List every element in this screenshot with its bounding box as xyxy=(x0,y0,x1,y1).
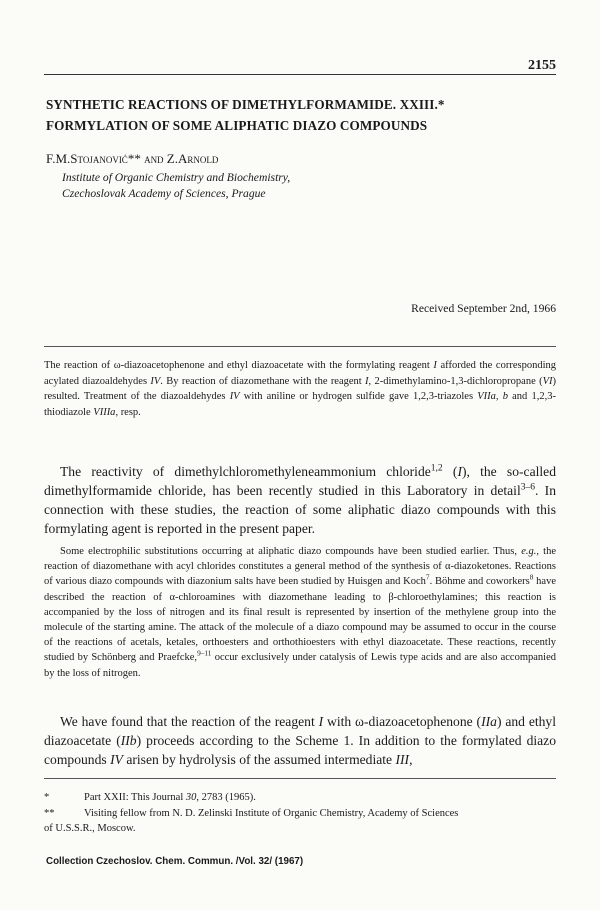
received-date: Received September 2nd, 1966 xyxy=(411,302,556,315)
abstract: The reaction of ω-diazoacetophenone and ethyl diazoacetate with the formylating reagent I afforded the corresponding acylated diazoaldehydes IV. By reaction of diazomethane with the reagent I, 2-dimethylamino-1,3-dichloropropane (VI) resulted. Treatment of the diazoaldehydes IV with aniline or hydrogen sulfide gave 1,2,3-triazoles VIIa, b and 1,2,3-thiodiazole VIIIa, resp. xyxy=(44,360,556,418)
footnote-2: ** Visiting fellow from N. D. Zelinski Institute of Organic Chemistry, Academy of Sciences of U.S.S.R., Moscow. xyxy=(44,808,459,834)
affiliation xyxy=(62,170,462,202)
header-rule xyxy=(44,74,556,75)
background-paragraph: Some electrophilic substitutions occurring at aliphatic diazo compounds have been studied earlier. Thus, e.g., the reaction of diazomethane with acyl chlorides constitutes a general method of the synthesis of α-diazoketones. Reactions of various diazo compounds with diazonium salts have been studied by Huisgen and Koch$^7$. Böhme and coworkers$^8$ have described the reaction of α-chloroamines with diazomethane leading to β-chloroethylamines; this reaction is accompanied by the loss of nitrogen and its final result is represented by insertion of the methylene group into the molecule of the starting amine. The attack of the molecule of a diazo compound may be assumed to occur in the course of the reactions of acetals, ketales, orthoesters and orthothioesters with ethyl diazoacetate. These reactions, recently studied by Schönberg and Praefcke,$^{9-11}$ occur exclusively under catalysis of Lewis type acids and are also accompanied by the loss of nitrogen. xyxy=(44,546,556,679)
title-line-2: FORMYLATION OF SOME ALIPHATIC DIAZO COMPOUNDS xyxy=(46,118,428,133)
results-paragraph: We have found that the reaction of the reagent I with ω-diazoacetophenone (IIa) and ethyl diazoacetate (IIb) proceeds according to the Scheme 1. In addition to the formylated diazo compounds IV arisen by hydrolysis of the assumed intermediate III, xyxy=(44,714,557,767)
journal-citation: Collection Czechoslov. Chem. Commun. /Vol. 32/ (1967) xyxy=(46,856,304,867)
title-line-1: SYNTHETIC REACTIONS OF DIMETHYLFORMAMIDE. XXIII.* xyxy=(46,97,445,112)
affiliation-line-1: Institute of Organic Chemistry and Biochemistry, xyxy=(62,171,291,184)
footnote-1: * Part XXII: This Journal 30, 2783 (1965). xyxy=(44,792,256,803)
authors: F.M.Stojanović** and Z.Arnold xyxy=(46,151,219,166)
footnote-rule xyxy=(44,778,556,779)
footnote-2-mark: ** xyxy=(44,808,55,819)
abstract-rule xyxy=(44,346,556,347)
article-title xyxy=(46,94,556,136)
intro-paragraph: The reactivity of dimethylchloromethyleneammonium chloride$^{1,2}$ (I), the so-called dimethylformamide chloride, has been recently studied in this Laboratory in detail$^{3-6}$. In connection with these studies, the reaction of some aliphatic diazo compounds with this formylating agent is reported in the present paper. xyxy=(44,463,556,536)
footnote-1-mark: * xyxy=(44,792,50,803)
affiliation-line-2: Czechoslovak Academy of Sciences, Prague xyxy=(62,187,266,200)
page-number: 2155 xyxy=(528,58,556,73)
